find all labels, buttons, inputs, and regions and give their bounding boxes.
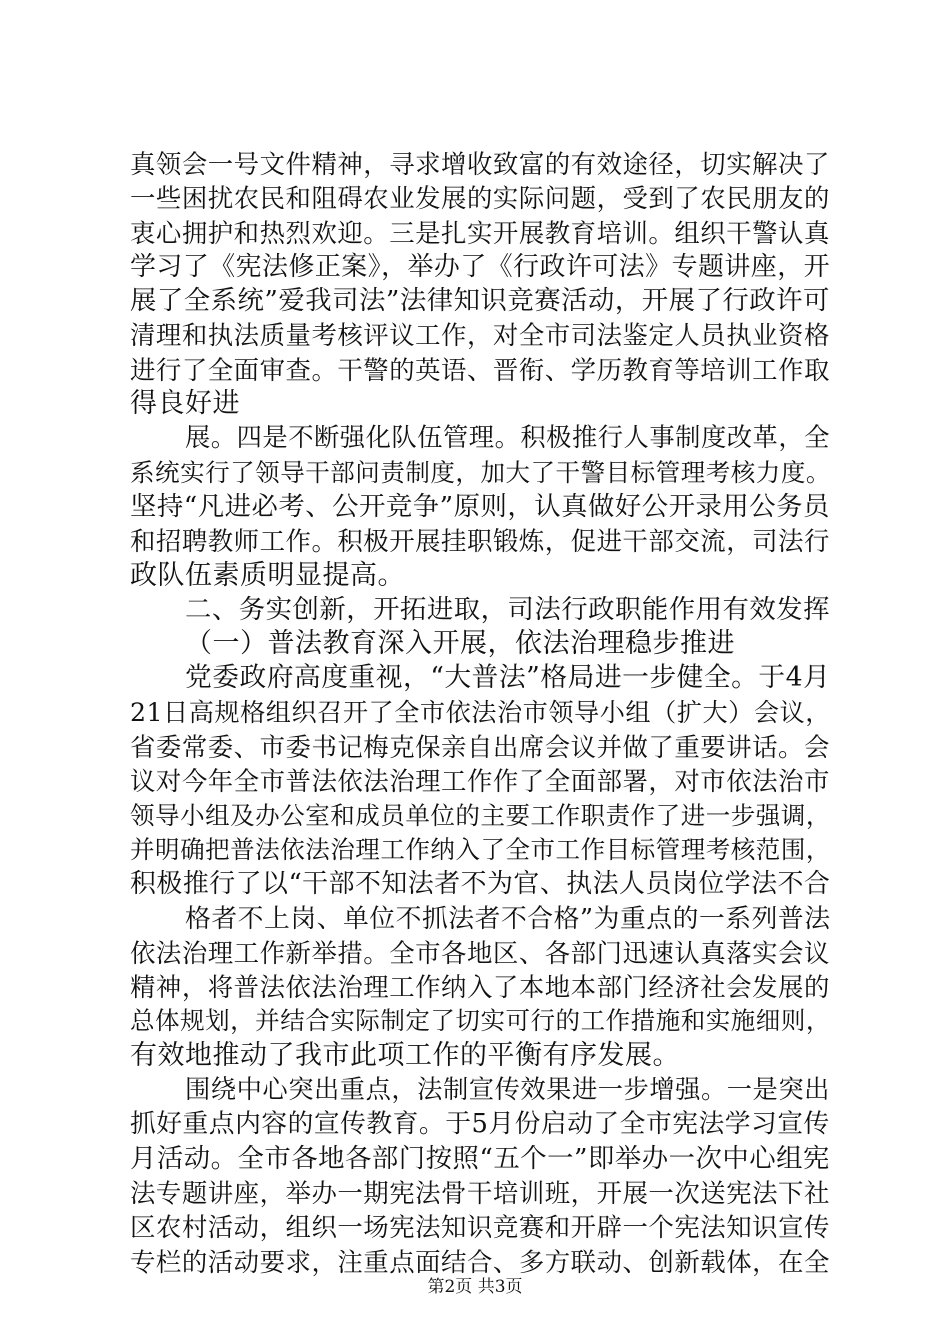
text-line: （一）普法教育深入开展，依法治理稳步推进 xyxy=(185,628,735,660)
text-line: 清理和执法质量考核评议工作，对全市司法鉴定人员执业资格 xyxy=(130,320,830,351)
text-line: 议对今年全市普法依法治理工作作了全面部署，对市依法治市 xyxy=(130,766,830,797)
text-line: 进行了全面审查。干警的英语、晋衔、学历教育等培训工作取 xyxy=(130,354,830,385)
document-body xyxy=(130,147,830,1279)
text-line: 和招聘教师工作。积极开展挂职锻炼，促进干部交流，司法行 xyxy=(130,526,830,557)
text-line: 二、务实创新，开拓进取，司法行政职能作用有效发挥 xyxy=(185,594,831,625)
text-line: 围绕中心突出重点，法制宣传效果进一步增强。一是突出 xyxy=(185,1075,830,1105)
text-line: 依法治理工作新举措。全市各地区、各部门迅速认真落实会议 xyxy=(130,937,830,968)
text-line: 政队伍素质明显提高。 xyxy=(130,559,405,591)
text-line: 专栏的活动要求，注重点面结合、多方联动、创新载体，在全 xyxy=(130,1246,830,1277)
text-line: 系统实行了领导干部问责制度，加大了干警目标管理考核力度。 xyxy=(130,457,831,487)
text-line: 学习了《宪法修正案》，举办了《行政许可法》专题讲座，开 xyxy=(130,251,831,282)
text-line: 领导小组及办公室和成员单位的主要工作职责作了进一步强调， xyxy=(130,800,831,830)
text-line: 区农村活动，组织一场宪法知识竞赛和开辟一个宪法知识宣传 xyxy=(130,1212,830,1243)
text-line: 格者不上岗、单位不抓法者不合格”为重点的一系列普法 xyxy=(185,903,831,934)
text-line: 党委政府高度重视，“大普法”格局进一步健全。于4月 xyxy=(185,662,831,694)
text-line: 月活动。全市各地各部门按照“五个一”即举办一次中心组宪 xyxy=(130,1143,830,1174)
page-footer: 第2页 共3页 xyxy=(427,1277,523,1297)
text-line: 抓好重点内容的宣传教育。于5月份启动了全市宪法学习宣传 xyxy=(130,1109,830,1140)
text-line: 省委常委、市委书记梅克保亲自出席会议并做了重要讲话。会 xyxy=(130,732,830,763)
text-line: 得良好进 xyxy=(130,388,240,420)
text-line: 积极推行了以“干部不知法者不为官、执法人员岗位学法不合 xyxy=(130,869,831,900)
text-line: 展了全系统”爱我司法”法律知识竞赛活动，开展了行政许可 xyxy=(130,286,830,317)
text-line: 并明确把普法依法治理工作纳入了全市工作目标管理考核范围， xyxy=(130,834,831,864)
text-line: 衷心拥护和热烈欢迎。三是扎实开展教育培训。组织干警认真 xyxy=(130,217,830,248)
text-line: 有效地推动了我市此项工作的平衡有序发展。 xyxy=(130,1039,680,1071)
text-line: 真领会一号文件精神，寻求增收致富的有效途径，切实解决了 xyxy=(130,149,830,179)
text-line: 21日高规格组织召开了全市依法治市领导小组（扩大）会议， xyxy=(130,697,831,727)
text-line: 一些困扰农民和阻碍农业发展的实际问题，受到了农民朋友的 xyxy=(130,183,830,214)
text-line: 总体规划，并结合实际制定了切实可行的工作措施和实施细则， xyxy=(130,1006,831,1036)
text-line: 展。四是不断强化队伍管理。积极推行人事制度改革，全 xyxy=(185,423,830,453)
text-line: 法专题讲座，举办一期宪法骨干培训班，开展一次送宪法下社 xyxy=(130,1177,830,1208)
text-line: 精神，将普法依法治理工作纳入了本地本部门经济社会发展的 xyxy=(130,972,830,1003)
text-line: 坚持“凡进必考、公开竞争”原则，认真做好公开录用公务员 xyxy=(130,491,830,522)
